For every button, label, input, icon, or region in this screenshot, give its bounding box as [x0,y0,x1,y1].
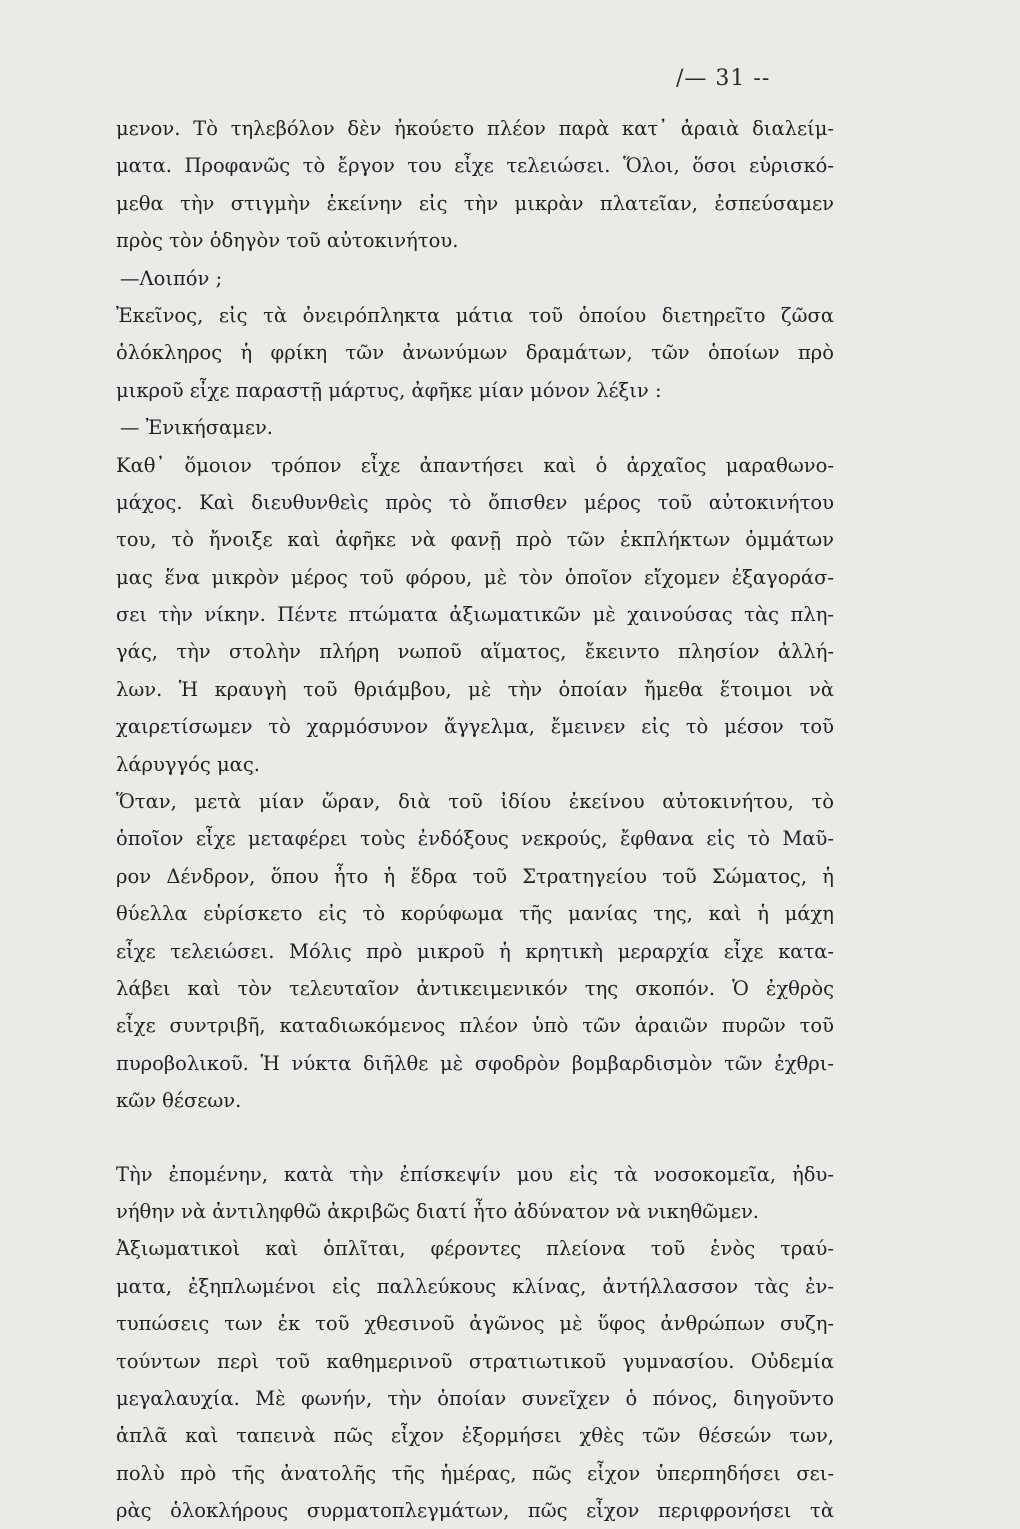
text-line: χαιρετίσωμεν τὸ χαρμόσυνον ἄγγελμα, ἔμεινεν εἰς τὸ μέσον τοῦ [116,715,834,739]
text-line: μενον. Τὸ τηλεβόλον δὲν ἠκούετο πλέον παρὰ κατ᾿ ἀραιὰ διαλείμ- [116,117,834,140]
text-line: πρὸς τὸν ὁδηγὸν τοῦ αὐτοκινήτου. [116,229,459,253]
text-line: λων. Ἡ κραυγὴ τοῦ θριάμβου, μὲ τὴν ὁποίαν ἤμεθα ἕτοιμοι νὰ [116,677,834,701]
dialogue-line: —Λοιπόν ; [120,266,223,290]
text-line: ὁποῖον εἶχε μεταφέρει τοὺς ἐνδόξους νεκρούς, ἔφθανα εἰς τὸ Μαῦ- [116,827,834,851]
text-line: ρον Δένδρον, ὅπου ἦτο ἡ ἕδρα τοῦ Στρατηγείου τοῦ Σώματος, ἡ [116,864,834,888]
text-line: σει τὴν νίκην. Πέντε πτώματα ἀξιωματικῶν μὲ χαινούσας τὰς πλη- [116,603,834,627]
section-break [116,1120,834,1156]
text-line: Ἀξιωματικοὶ καὶ ὁπλῖται, φέροντες πλείονα τοῦ ἑνὸς τραύ- [116,1237,834,1261]
text-line: λάρυγγός μας. [116,752,260,776]
text-line: Τὴν ἐπομένην, κατὰ τὴν ἐπίσκεψίν μου εἰς τὰ νοσοκομεῖα, ἠδυ- [116,1162,834,1186]
text-line: θύελλα εὑρίσκετο εἰς τὸ κορύφωμα τῆς μανίας της, καὶ ἡ μάχη [116,902,834,926]
text-line: πυροβολικοῦ. Ἡ νύκτα διῆλθε μὲ σφοδρὸν βομβαρδισμὸν τῶν ἐχθρι- [116,1051,834,1075]
text-line: μας ἕνα μικρὸν μέρος τοῦ φόρου, μὲ τὸν ὁποῖον εἴχομεν ἐξαγοράσ- [116,565,834,589]
page-number: /— 31 -- [676,66,771,91]
text-line: μεγαλαυχία. Μὲ φωνήν, τὴν ὁποίαν συνεῖχεν ὁ πόνος, διηγοῦντο [116,1386,834,1410]
text-line: ὁλόκληρος ἡ φρίκη τῶν ἀνωνύμων δραμάτων, τῶν ὁποίων πρὸ [116,341,834,365]
body-text [116,110,834,1529]
text-line: μάχος. Καὶ διευθυνθεὶς πρὸς τὸ ὄπισθεν μέρος τοῦ αὐτοκινήτου [116,490,834,514]
text-line: πολὺ πρὸ τῆς ἀνατολῆς τῆς ἡμέρας, πῶς εἶχον ὑπερπηδήσει σει- [116,1461,834,1485]
text-line: λάβει καὶ τὸν τελευταῖον ἀντικειμενικόν της σκοπόν. Ὁ ἐχθρὸς [116,976,834,1000]
text-line: μικροῦ εἶχε παραστῇ μάρτυς, ἀφῆκε μίαν μόνον λέξιν : [116,378,662,402]
text-line: ματα, ἐξηπλωμένοι εἰς παλλεύκους κλίνας, ἀντήλλασσον τὰς ἐν- [116,1274,834,1298]
text-line: εἶχε συντριβῆ, καταδιωκόμενος πλέον ὑπὸ τῶν ἀραιῶν πυρῶν τοῦ [116,1014,834,1038]
text-line: εἶχε τελειώσει. Μόλις πρὸ μικροῦ ἡ κρητικὴ μεραρχία εἶχε κατα- [116,939,834,963]
text-line: Καθ᾿ ὅμοιον τρόπον εἶχε ἀπαντήσει καὶ ὁ ἀρχαῖος μαραθωνο- [116,453,834,477]
text-line: Ἐκεῖνος, εἰς τὰ ὀνειρόπληκτα μάτια τοῦ ὁποίου διετηρεῖτο ζῶσα [116,303,834,327]
text-line: ρὰς ὁλοκλήρους συρματοπλεγμάτων, πῶς εἶχον περιφρονήσει τὰ [116,1499,834,1523]
text-line: νήθην νὰ ἀντιληφθῶ ἀκριβῶς διατί ἦτο ἀδύνατον νὰ νικηθῶμεν. [116,1199,760,1223]
text-line: τυπώσεις των ἐκ τοῦ χθεσινοῦ ἀγῶνος μὲ ὕφος ἀνθρώπων συζη- [116,1312,834,1336]
text-line: Ὅταν, μετὰ μίαν ὥραν, διὰ τοῦ ἰδίου ἐκείνου αὐτοκινήτου, τὸ [116,790,834,814]
dialogue-line: — Ἐνικήσαμεν. [120,416,274,440]
text-line: ματα. Προφανῶς τὸ ἔργον του εἶχε τελειώσει. Ὅλοι, ὅσοι εὑρισκό- [116,154,834,178]
text-line: γάς, τὴν στολὴν πλήρη νωποῦ αἵματος, ἔκειντο πλησίον ἀλλή- [116,640,834,664]
text-line: του, τὸ ἤνοιξε καὶ ἀφῆκε νὰ φανῇ πρὸ τῶν ἐκπλήκτων ὀμμάτων [116,528,834,552]
text-line: τούντων περὶ τοῦ καθημερινοῦ στρατιωτικοῦ γυμνασίου. Οὐδεμία [116,1349,834,1373]
text-line: μεθα τὴν στιγμὴν ἐκείνην εἰς τὴν μικρὰν πλατεῖαν, ἐσπεύσαμεν [116,191,834,215]
text-line: ἁπλᾶ καὶ ταπεινὰ πῶς εἶχον ἐξορμήσει χθὲς τῶν θέσεών των, [116,1424,834,1448]
text-line: κῶν θέσεων. [116,1089,242,1113]
